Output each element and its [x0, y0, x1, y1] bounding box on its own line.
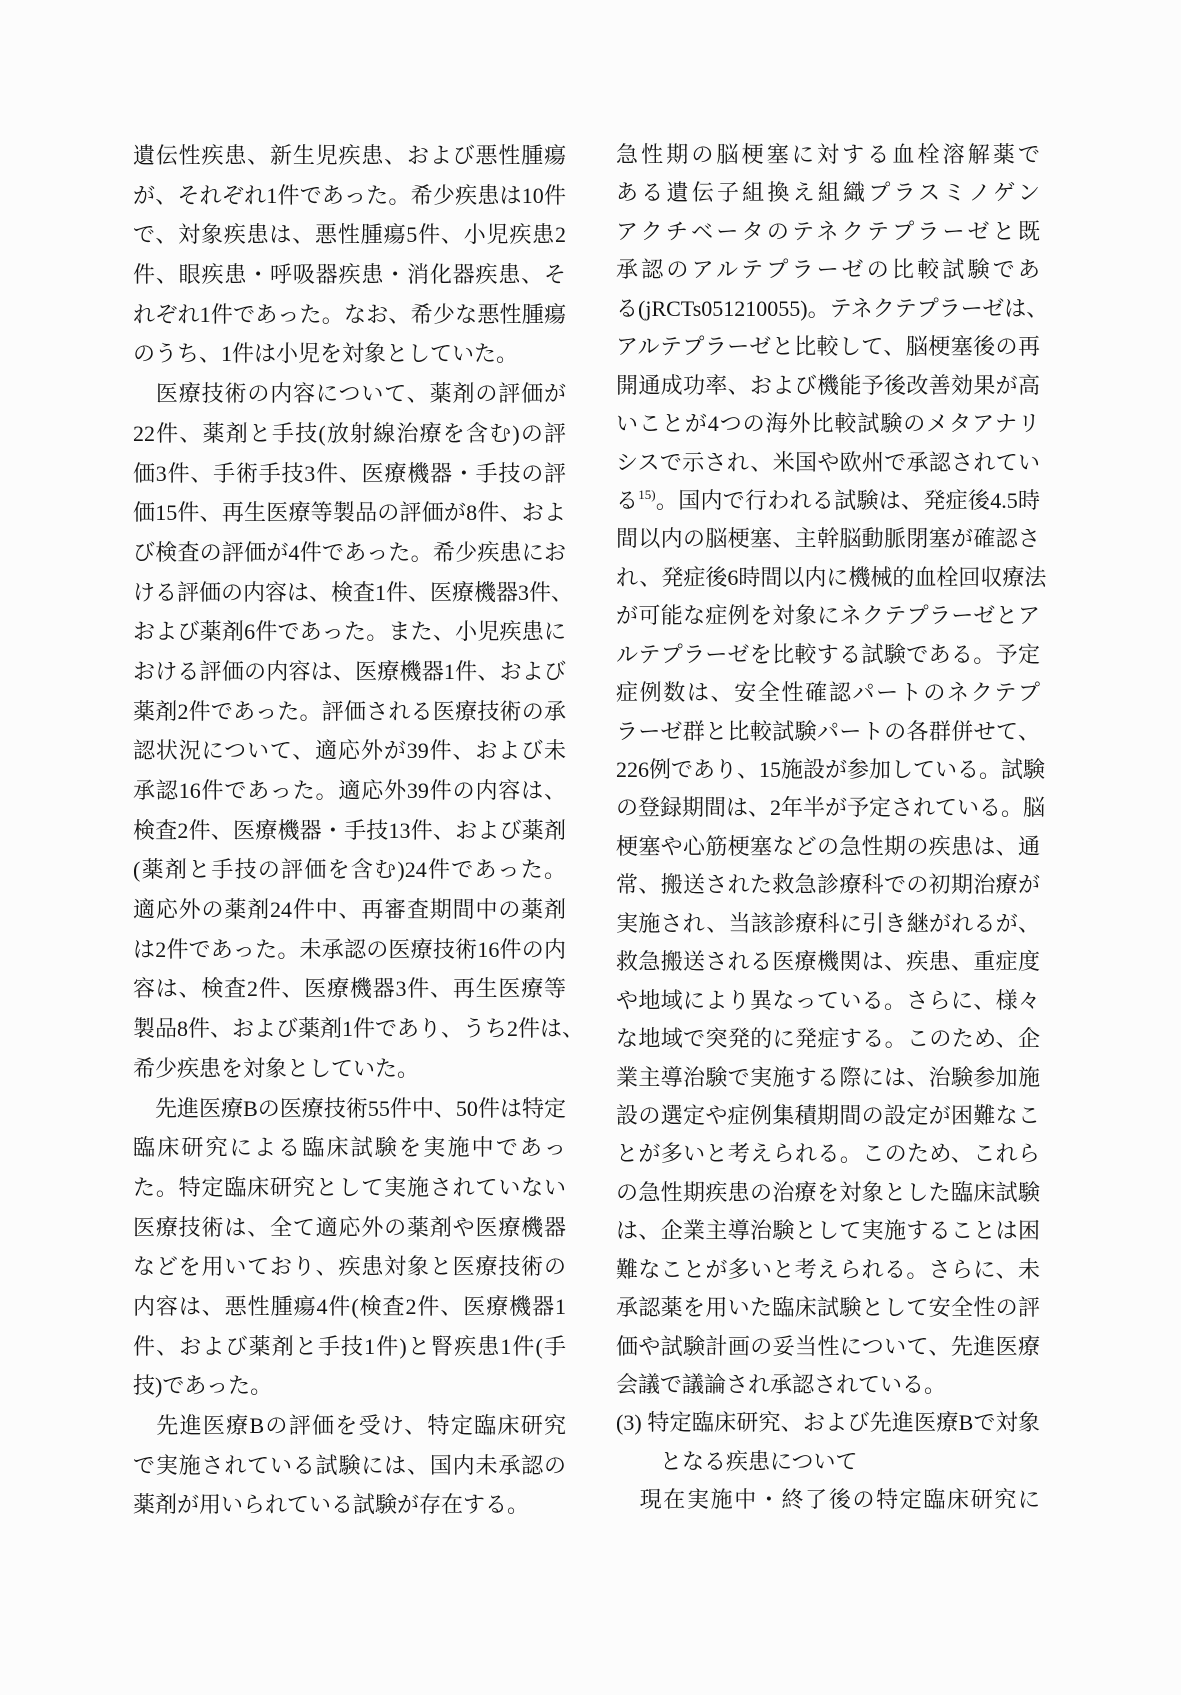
text-line: 先進医療Bの医療技術55件中、50件は特定 — [133, 1095, 566, 1121]
text-line: 認状況について、適応外が39件、および未 — [133, 738, 566, 764]
text-line: れ、発症後6時間以内に機械的血栓回収療法 — [616, 564, 1047, 590]
text-line: などを用いており、疾患対象と医療技術の — [133, 1254, 566, 1280]
text-line: 希少疾患を対象としていた。 — [133, 1055, 420, 1081]
text-line: 常、搬送された救急診療科での初期治療が — [616, 872, 1040, 898]
text-line: 製品8件、および薬剤1件であり、うち2件は、 — [133, 1016, 585, 1042]
text-line: (薬剤と手技の評価を含む)24件であった。 — [133, 857, 566, 883]
text-line: いことが4つの海外比較試験のメタアナリ — [616, 411, 1040, 437]
text-column-right — [616, 136, 1049, 1520]
text-line: 現在実施中・終了後の特定臨床研究に — [616, 1487, 1040, 1513]
text-line: 技)であった。 — [133, 1373, 273, 1399]
text-line: の急性期疾患の治療を対象とした臨床試験 — [616, 1179, 1040, 1205]
text-line: 内容は、悪性腫瘍4件(検査2件、医療機器1 — [133, 1293, 566, 1319]
text-line: 難なことが多いと考えられる。さらに、未 — [616, 1256, 1040, 1282]
text-line: 業主導治験で実施する際には、治験参加施 — [616, 1064, 1040, 1090]
text-line: び検査の評価が4件であった。希少疾患にお — [133, 539, 566, 565]
text-line: 遺伝性疾患、新生児疾患、および悪性腫瘍 — [133, 143, 566, 168]
text-line: 薬剤が用いられている試験が存在する。 — [133, 1492, 530, 1518]
text-line: 症例数は、安全性確認パートのネクテプ — [616, 680, 1040, 706]
text-line: 22件、薬剤と手技(放射線治療を含む)の評 — [133, 420, 566, 446]
text-column-left — [133, 136, 585, 1525]
text-line: のうち、1件は小児を対象としていた。 — [133, 341, 519, 367]
text-line: おける評価の内容は、医療機器1件、および — [133, 658, 566, 684]
text-line: 急性期の脳梗塞に対する血栓溶解薬で — [616, 142, 1040, 167]
text-line: アルテプラーゼと比較して、脳梗塞後の再 — [616, 334, 1040, 360]
text-line: 医療技術の内容について、薬剤の評価が — [133, 381, 566, 407]
text-line: 承認薬を用いた臨床試験として安全性の評 — [616, 1295, 1040, 1321]
text-line: 医療技術は、全て適応外の薬剤や医療機器 — [133, 1214, 566, 1240]
text-line: 件、眼疾患・呼吸器疾患・消化器疾患、そ — [133, 262, 566, 288]
text-line: 薬剤2件であった。評価される医療技術の承 — [133, 698, 566, 724]
text-line: 適応外の薬剤24件中、再審査期間中の薬剤 — [133, 897, 566, 923]
text-line: 価や試験計画の妥当性について、先進医療 — [616, 1333, 1040, 1359]
text-line: は、企業主導治験として実施することは困 — [616, 1218, 1040, 1244]
text-line: 会議で議論され承認されている。 — [616, 1372, 947, 1397]
text-line: る(jRCTs051210055)。テネクテプラーゼは、 — [616, 295, 1049, 321]
text-line: 設の選定や症例集積期間の設定が困難なこ — [616, 1102, 1040, 1128]
text-line: とが多いと考えられる。このため、これら — [616, 1141, 1040, 1167]
reference-superscript: 15) — [638, 486, 656, 502]
text-line: の登録期間は、2年半が予定されている。脳 — [616, 795, 1046, 821]
text-line: で実施されている試験には、国内未承認の — [133, 1452, 566, 1478]
text-line: で、対象疾患は、悪性腫瘍5件、小児疾患2 — [133, 222, 566, 248]
text-line: な地域で突発的に発症する。このため、企 — [616, 1026, 1040, 1052]
text-line: や地域により異なっている。さらに、様々 — [616, 987, 1040, 1013]
text-line: 価15件、再生医療等製品の評価が8件、およ — [133, 500, 566, 526]
text-line: は2件であった。未承認の医療技術16件の内 — [133, 936, 566, 962]
text-line: 梗塞や心筋梗塞などの急性期の疾患は、通 — [616, 833, 1040, 859]
text-line: る$^{15)}$。国内で行われる試験は、発症後4.5時 — [616, 486, 1040, 513]
text-line: 検査2件、医療機器・手技13件、および薬剤 — [133, 817, 566, 843]
text-line: 開通成功率、および機能予後改善効果が高 — [616, 372, 1040, 398]
text-line: となる疾患について — [616, 1448, 858, 1474]
text-line: (3) 特定臨床研究、および先進医療Bで対象 — [616, 1410, 1040, 1436]
text-line: ラーゼ群と比較試験パートの各群併せて、 — [616, 718, 1040, 744]
text-line: 臨床研究による臨床試験を実施中であっ — [133, 1135, 566, 1161]
text-line: た。特定臨床研究として実施されていない — [133, 1174, 566, 1200]
text-line: 承認16件であった。適応外39件の内容は、 — [133, 778, 567, 803]
text-line: 先進医療Bの評価を受け、特定臨床研究 — [133, 1413, 566, 1438]
text-line: 救急搬送される医療機関は、疾患、重症度 — [616, 949, 1040, 975]
text-line: ける評価の内容は、検査1件、医療機器3件、 — [133, 579, 574, 605]
text-line: が、それぞれ1件であった。希少疾患は10件 — [133, 182, 566, 208]
text-line: シスで示され、米国や欧州で承認されてい — [616, 449, 1040, 475]
text-line: ルテプラーゼを比較する試験である。予定 — [616, 641, 1040, 667]
text-line: 容は、検査2件、医療機器3件、再生医療等 — [133, 976, 566, 1002]
text-line: 226例であり、15施設が参加している。試験 — [616, 757, 1046, 782]
text-line: および薬剤6件であった。また、小児疾患に — [133, 619, 566, 645]
text-line: 件、および薬剤と手技1件)と腎疾患1件(手 — [133, 1333, 566, 1359]
text-line: 実施され、当該診療科に引き継がれるが、 — [616, 910, 1040, 936]
text-line: 承認のアルテプラーゼの比較試験であ — [616, 257, 1040, 283]
text-line: 間以内の脳梗塞、主幹脳動脈閉塞が確認さ — [616, 526, 1040, 552]
text-line: れぞれ1件であった。なお、希少な悪性腫瘍 — [133, 301, 566, 327]
text-line: が可能な症例を対象にネクテプラーゼとア — [616, 603, 1040, 629]
text-line: ある遺伝子組換え組織プラスミノゲン — [616, 180, 1040, 206]
text-line: 価3件、手術手技3件、医療機器・手技の評 — [133, 460, 566, 486]
text-line: アクチベータのテネクテプラーゼと既 — [616, 218, 1040, 244]
